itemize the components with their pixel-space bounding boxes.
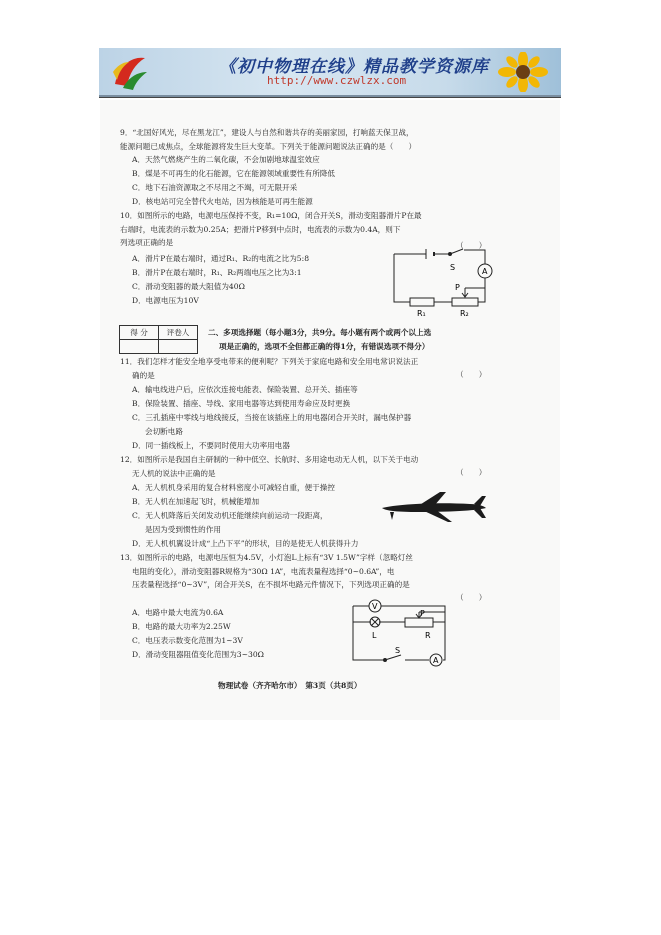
option-b: B．保险装置、插座、导线、家用电器等达到使用寿命应及时更换 xyxy=(132,399,351,408)
option-b: B．电路的最大功率为2.25W xyxy=(132,622,231,631)
banner-title: 《初中物理在线》精品教学资源库 xyxy=(219,57,489,77)
section-heading xyxy=(208,326,431,353)
answer-paren: （ ） xyxy=(456,241,487,250)
option-a: A．输电线进户后，应依次连接电能表、保险装置、总开关、插座等 xyxy=(132,385,358,394)
question-stem: 压表量程选择“0~3V”，闭合开关S，在不损坏电路元件情况下，下列选项正确的是 xyxy=(132,580,410,590)
voltmeter-label: V xyxy=(372,602,378,611)
question-11 xyxy=(120,355,418,382)
question-9 xyxy=(120,126,416,153)
question-13 xyxy=(120,551,413,592)
question-stem: 右端时，电流表的示数为0.25A；把滑片P移到中点时，电流表的示数为0.4A，则下 xyxy=(120,224,401,234)
option-d: D．核电站可完全替代火电站，因为核能是可再生能源 xyxy=(132,197,313,206)
site-logo-icon xyxy=(109,50,151,92)
option-a: A．电路中最大电流为0.6A xyxy=(132,608,224,617)
switch-label: S xyxy=(450,263,456,272)
option-d: D．电源电压为10V xyxy=(132,296,199,305)
answer-paren: （ ） xyxy=(456,593,487,602)
circuit-diagram-q10 xyxy=(390,246,500,322)
header-banner xyxy=(99,48,561,97)
ammeter-label: A xyxy=(482,267,488,276)
option-d: D．同一插线板上，不要同时使用大功率用电器 xyxy=(132,441,290,450)
slider-label: P xyxy=(455,283,460,292)
header-rule xyxy=(99,97,561,98)
option-b: B．滑片P在最右端时，R₁、R₂两端电压之比为3:1 xyxy=(132,268,302,277)
question-stem: 12．如图所示是我国自主研制的一种中低空、长航时、多用途电动无人机，以下关于电动 xyxy=(120,455,419,464)
option-a: A．无人机机身采用的复合材料密度小可减轻自重，便于操控 xyxy=(132,483,335,492)
score-cell xyxy=(120,340,159,354)
page-footer: 物理试卷（齐齐哈尔市） 第3页（共8页） xyxy=(218,681,362,690)
option-a: A．天然气燃烧产生的二氧化碳，不会加剧地球温室效应 xyxy=(132,155,320,164)
question-stem: 11．我们怎样才能安全地享受电带来的便利呢？下列关于家庭电路和安全用电常识说法正 xyxy=(120,357,419,366)
question-10 xyxy=(120,209,422,250)
switch-label: S xyxy=(395,646,401,655)
option-c: C．无人机降落后关闭发动机还能继续向前运动一段距离， xyxy=(132,511,328,520)
reviewer-label: 评卷人 xyxy=(159,326,198,340)
question-stem: 电阻的变化），滑动变阻器R规格为“30Ω 1A”，电流表量程选择“0~0.6A”，电 xyxy=(132,566,395,576)
sunflower-icon xyxy=(493,52,553,92)
question-stem: 9．“北国好风光，尽在黑龙江”，建设人与自然和谐共存的美丽家园，打响蓝天保卫战， xyxy=(120,128,414,137)
option-d: D．无人机机翼设计成“上凸下平”的形状，目的是使无人机获得升力 xyxy=(132,539,359,548)
rheostat-label: R xyxy=(425,631,431,640)
reviewer-cell xyxy=(159,340,198,354)
option-a: A．滑片P在最右端时，通过R₁、R₂的电流之比为5:8 xyxy=(132,254,310,263)
question-stem: 无人机的说法中正确的是 xyxy=(132,468,216,478)
option-b: B．煤是不可再生的化石能源，它在能源领域重要性有所降低 xyxy=(132,169,336,178)
banner-url[interactable]: http://www.czwlzx.com xyxy=(267,74,407,87)
option-c-continued: 是因为受到惯性的作用 xyxy=(145,525,221,534)
slider-label: P xyxy=(420,609,425,618)
question-stem: 10．如图所示的电路，电源电压保持不变，R₁=10Ω，闭合开关S，滑动变阻器滑片P在最 xyxy=(120,211,422,220)
ammeter-label: A xyxy=(433,656,439,665)
answer-paren: （ ） xyxy=(456,370,487,379)
lamp-label: L xyxy=(372,631,377,640)
score-box xyxy=(119,325,198,354)
question-12 xyxy=(120,453,418,480)
section-line-2: 项是正确的，选项不全但都正确的得1分，有错误选项不得分） xyxy=(219,341,430,351)
section-line-1: 二、多项选择题（每小题3分，共9分。每小题有两个或两个以上选 xyxy=(208,328,432,337)
question-stem: 13．如图所示的电路，电源电压恒为4.5V，小灯泡L上标有“3V 1.5W”字样（忽略灯丝 xyxy=(120,553,413,562)
r1-label: R₁ xyxy=(417,309,426,318)
drone-image xyxy=(378,490,490,526)
r2-label: R₂ xyxy=(460,309,469,318)
score-label: 得 分 xyxy=(120,326,159,340)
answer-paren: （ ） xyxy=(456,468,487,477)
question-stem: 确的是 xyxy=(132,370,155,380)
option-d: D．滑动变阻器阻值变化范围为3~30Ω xyxy=(132,650,264,659)
option-b: B．无人机在加速起飞时，机械能增加 xyxy=(132,497,260,506)
option-c: C．地下石油资源取之不尽用之不竭，可无限开采 xyxy=(132,183,298,192)
option-c: C．三孔插座中零线与地线接反，当接在该插座上的用电器闭合开关时，漏电保护器 xyxy=(132,413,412,422)
question-stem: 列选项正确的是 xyxy=(120,238,174,248)
option-c: C．电压表示数变化范围为1~3V xyxy=(132,636,243,645)
circuit-diagram-q13 xyxy=(345,598,465,670)
question-stem: 能源问题已成焦点，全球能源将发生巨大变革。下列关于能源问题说法正确的是（ ） xyxy=(120,141,417,151)
option-c: C．滑动变阻器的最大阻值为40Ω xyxy=(132,282,245,291)
option-c-continued: 会切断电路 xyxy=(145,427,183,436)
